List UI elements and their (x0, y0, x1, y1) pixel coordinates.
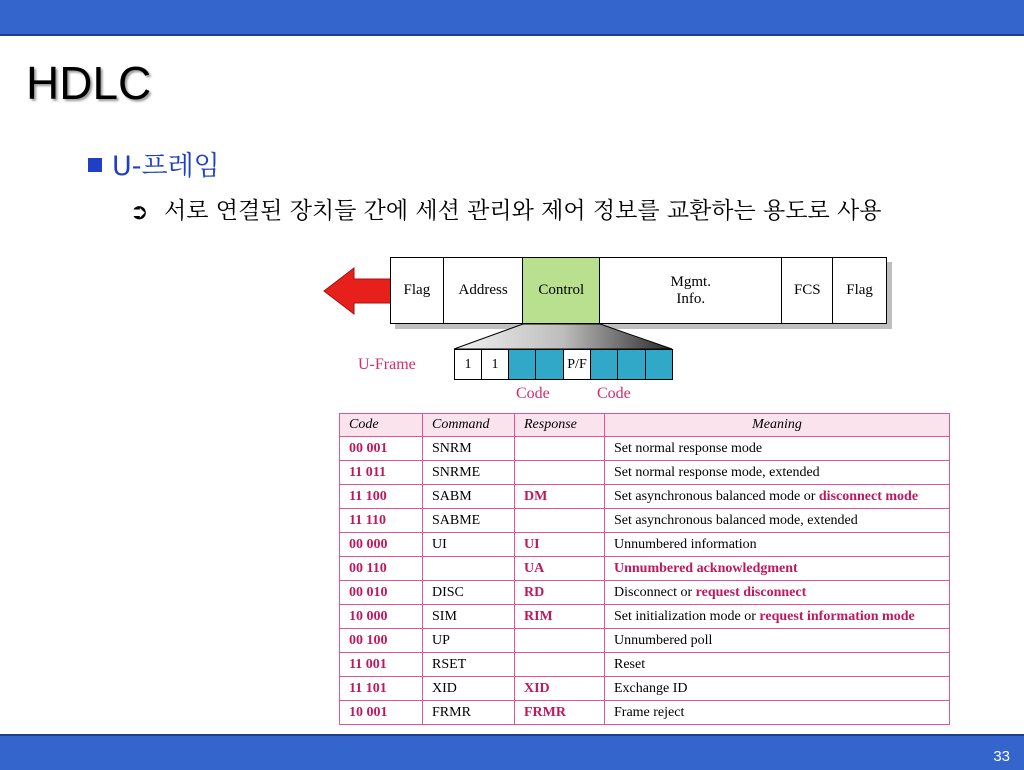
header-code: Code (340, 414, 423, 437)
command-cell: UI (423, 533, 515, 557)
meaning-cell (605, 677, 950, 701)
frame-field-flag: Flag (391, 258, 444, 323)
frame-fields (390, 257, 887, 324)
slide-title: HDLC (26, 57, 152, 109)
table-body (340, 437, 950, 725)
frame-field-address: Address (444, 258, 524, 323)
response-cell (515, 461, 605, 485)
top-accent-bar (0, 0, 1024, 36)
command-cell (423, 557, 515, 581)
meaning-text: Frame reject (614, 704, 685, 720)
fixed-bit: 1 (454, 349, 482, 380)
meaning-highlight: disconnect mode (818, 488, 919, 504)
code-label-1: Code (516, 385, 550, 402)
meaning-text: Reset (614, 656, 646, 672)
bullet-level1 (88, 144, 220, 183)
frame-field-flag-end: Flag (846, 282, 873, 298)
command-cell: DISC (423, 581, 515, 605)
table-row (340, 461, 950, 485)
meaning-cell (605, 629, 950, 653)
control-expansion-trapezoid (450, 324, 680, 350)
meaning-highlight: request disconnect (695, 584, 807, 600)
response-cell (515, 653, 605, 677)
code-cell: 00 001 (340, 437, 423, 461)
direction-arrow-icon (322, 266, 394, 316)
meaning-text: Set initialization mode or (614, 608, 760, 624)
meaning-cell (605, 533, 950, 557)
meaning-text: Unnumbered poll (614, 632, 713, 648)
meaning-cell (605, 509, 950, 533)
response-cell: FRMR (515, 701, 605, 725)
code-cell: 11 001 (340, 653, 423, 677)
code-cell: 00 000 (340, 533, 423, 557)
meaning-text: Set normal response mode, extended (614, 464, 820, 480)
meaning-cell (605, 581, 950, 605)
table-row (340, 485, 950, 509)
pf-bit: P/F (563, 349, 591, 380)
command-cell: FRMR (423, 701, 515, 725)
meaning-highlight: Unnumbered acknowledgment (614, 560, 798, 576)
code-bit (535, 349, 564, 380)
bullet-level1-text: U-프레임 (112, 151, 220, 182)
meaning-cell (605, 485, 950, 509)
code-cell: 11 100 (340, 485, 423, 509)
table-row (340, 605, 950, 629)
meaning-text: Set asynchronous balanced mode, extended (614, 512, 858, 528)
meaning-cell (605, 557, 950, 581)
response-cell (515, 437, 605, 461)
table-row (340, 437, 950, 461)
table-row (340, 677, 950, 701)
command-cell: UP (423, 629, 515, 653)
bottom-accent-bar (0, 734, 1024, 770)
page-number: 33 (993, 748, 1010, 765)
response-cell: DM (515, 485, 605, 509)
arrow-bullet-icon: ➲ (130, 200, 149, 225)
header-response: Response (515, 414, 605, 437)
meaning-text: Exchange ID (614, 680, 688, 696)
header-command: Command (423, 414, 515, 437)
uframe-label: U-Frame (358, 356, 416, 373)
command-cell: RSET (423, 653, 515, 677)
table-row (340, 581, 950, 605)
response-cell (515, 629, 605, 653)
code-cell: 00 010 (340, 581, 423, 605)
table-row (340, 533, 950, 557)
response-cell: RIM (515, 605, 605, 629)
meaning-cell (605, 461, 950, 485)
meaning-cell (605, 605, 950, 629)
header-meaning: Meaning (605, 414, 950, 437)
meaning-text: Disconnect or (614, 584, 696, 600)
code-cell: 00 110 (340, 557, 423, 581)
table-row (340, 629, 950, 653)
table-row (340, 509, 950, 533)
response-cell: UI (515, 533, 605, 557)
square-bullet-icon (88, 158, 102, 172)
meaning-cell (605, 653, 950, 677)
code-bit (617, 349, 646, 380)
frame-field-control: Control (523, 258, 600, 323)
response-cell (515, 509, 605, 533)
command-cell: SNRME (423, 461, 515, 485)
command-cell: SABME (423, 509, 515, 533)
response-cell: UA (515, 557, 605, 581)
fixed-bit: 1 (481, 349, 509, 380)
meaning-cell (605, 701, 950, 725)
table-header-row (340, 414, 950, 437)
code-cell: 00 100 (340, 629, 423, 653)
response-cell: XID (515, 677, 605, 701)
meaning-text: Unnumbered information (614, 536, 757, 552)
code-cell: 11 011 (340, 461, 423, 485)
bullet-level2 (130, 194, 910, 228)
command-cell: SIM (423, 605, 515, 629)
response-cell: RD (515, 581, 605, 605)
code-cell: 10 001 (340, 701, 423, 725)
meaning-text: Set asynchronous balanced mode or (614, 488, 819, 504)
code-cell: 11 101 (340, 677, 423, 701)
meaning-highlight: request information mode (759, 608, 915, 624)
meaning-text: Set normal response mode (614, 440, 763, 456)
code-bit (590, 349, 618, 380)
meaning-cell (605, 437, 950, 461)
code-cell: 11 110 (340, 509, 423, 533)
code-cell: 10 000 (340, 605, 423, 629)
frame-field-fcs: FCS (782, 258, 833, 323)
table-row (340, 557, 950, 581)
code-bit (508, 349, 536, 380)
uframe-code-table (339, 413, 950, 725)
bullet-level2-text: 서로 연결된 장치들 간에 세션 관리와 제어 정보를 교환하는 용도로 사용 (164, 198, 882, 224)
table-row (340, 653, 950, 677)
command-cell: XID (423, 677, 515, 701)
command-cell: SNRM (423, 437, 515, 461)
command-cell: SABM (423, 485, 515, 509)
code-label-2: Code (597, 385, 631, 402)
table-row (340, 701, 950, 725)
code-bit (645, 349, 673, 380)
frame-field-mgmt-info: Mgmt. Info. (600, 258, 782, 323)
